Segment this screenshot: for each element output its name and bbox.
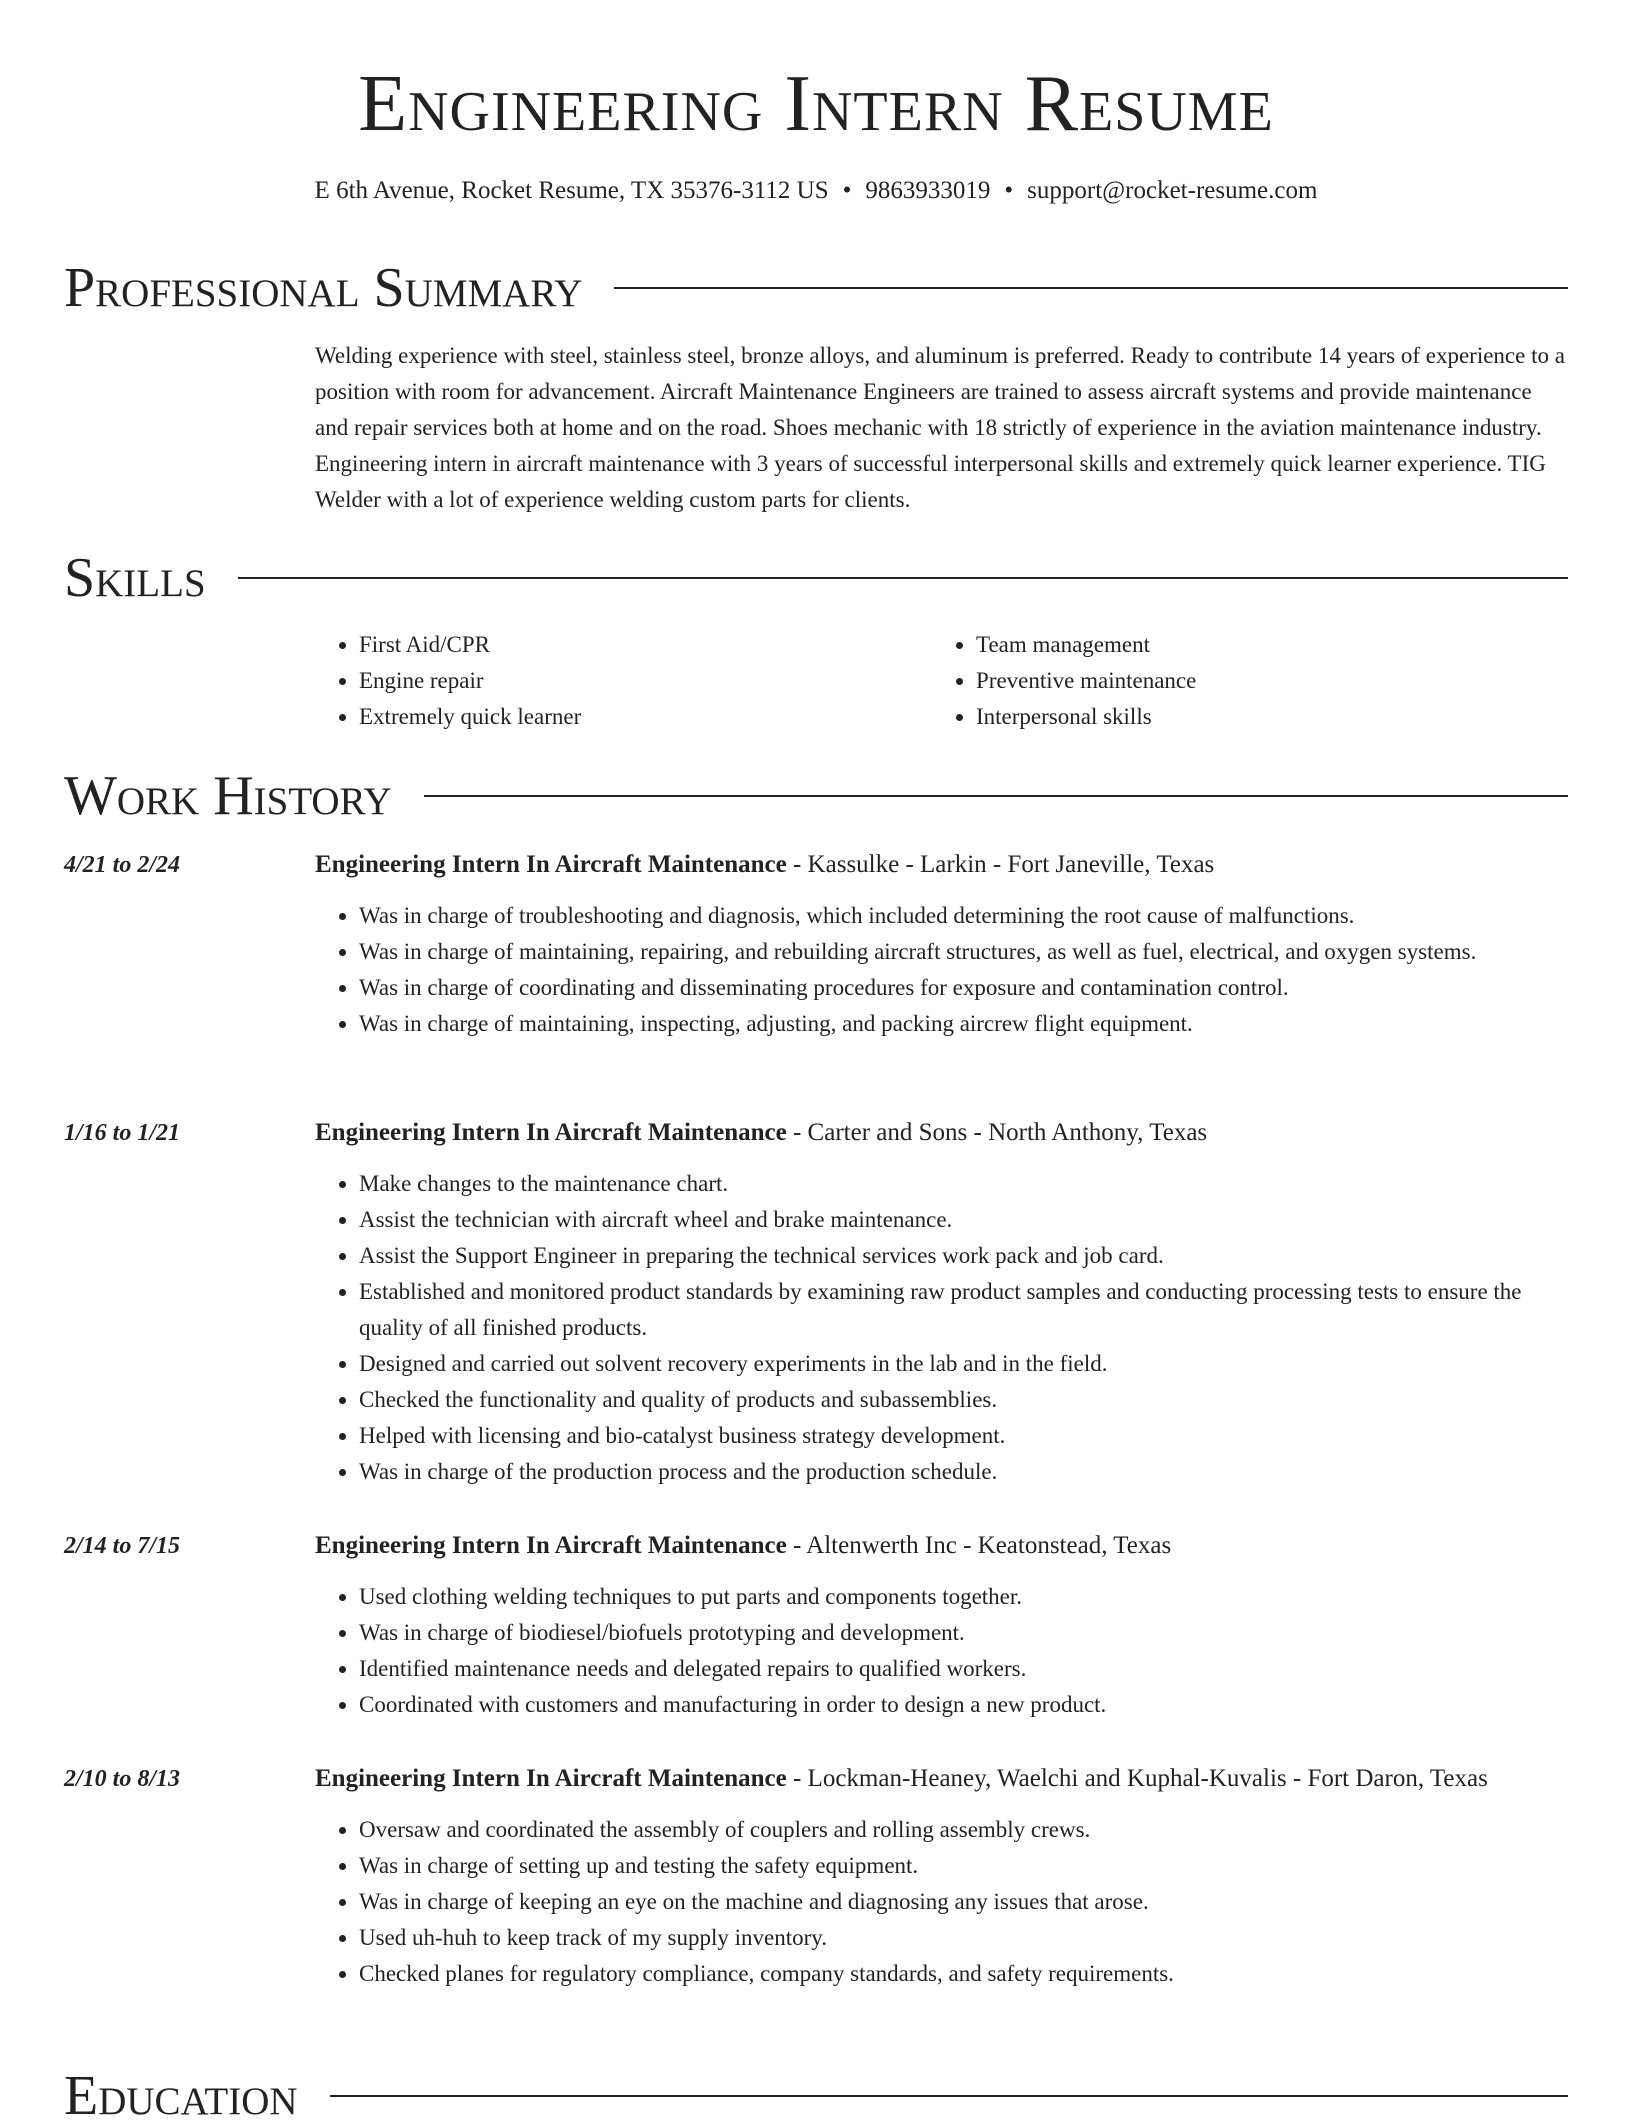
- section-professional-summary: [64, 256, 1568, 320]
- contact-separator: •: [1004, 177, 1014, 204]
- contact-separator: •: [842, 177, 852, 204]
- job-bullet: • Coordinated with customers and manufacturing in order to design a new product.: [359, 1687, 1568, 1723]
- job-bullet: • Checked the functionality and quality of products and subassemblies.: [359, 1382, 1568, 1418]
- job-company: - Altenwerth Inc - Keatonstead, Texas: [786, 1532, 1172, 1559]
- section-skills: [64, 546, 1568, 610]
- skills-column-right: [932, 627, 1549, 735]
- job-heading: [315, 1760, 1568, 1798]
- section-divider: [330, 2095, 1568, 2097]
- job-role: Engineering Intern In Aircraft Maintenance: [315, 851, 787, 878]
- job-heading: [315, 1114, 1568, 1152]
- contact-line: [0, 174, 1632, 208]
- job-bullet: • Was in charge of biodiesel/biofuels prototyping and development.: [359, 1615, 1568, 1651]
- job-bullet: • Assist the technician with aircraft wheel and brake maintenance.: [359, 1202, 1568, 1238]
- section-divider: [424, 795, 1568, 797]
- section-heading: Education: [64, 2065, 298, 2127]
- job-role: Engineering Intern In Aircraft Maintenance: [315, 1119, 787, 1146]
- job-bullet: • Established and monitored product standards by examining raw product samples and conducting processing tests to ensure the quality of all finished products.: [359, 1274, 1568, 1346]
- job-heading: [315, 1527, 1568, 1565]
- job-bullet: • Helped with licensing and bio-catalyst business strategy development.: [359, 1418, 1568, 1454]
- section-work-history: [64, 764, 1568, 828]
- job-role: Engineering Intern In Aircraft Maintenance: [315, 1532, 787, 1559]
- job-dates: 1/16 to 1/21: [64, 1120, 181, 1146]
- job-bullet: • Used clothing welding techniques to put parts and components together.: [359, 1579, 1568, 1615]
- job-bullet: • Used uh-huh to keep track of my supply inventory.: [359, 1920, 1568, 1956]
- job-bullet: • Checked planes for regulatory compliance, company standards, and safety requirements.: [359, 1956, 1568, 1992]
- section-heading: Professional Summary: [64, 257, 583, 319]
- job-dates: 2/10 to 8/13: [64, 1766, 181, 1792]
- job-dates: 4/21 to 2/24: [64, 852, 181, 878]
- resume-title: Engineering Intern Resume: [358, 60, 1274, 148]
- skill-item: • First Aid/CPR: [359, 627, 932, 663]
- job-dates: 2/14 to 7/15: [64, 1533, 181, 1559]
- job-bullet: • Was in charge of setting up and testing the safety equipment.: [359, 1848, 1568, 1884]
- skills-list: [315, 627, 1565, 735]
- job-bullet: • Assist the Support Engineer in preparing the technical services work pack and job card.: [359, 1238, 1568, 1274]
- skill-item: • Engine repair: [359, 663, 932, 699]
- skill-item: • Interpersonal skills: [976, 699, 1549, 735]
- job-bullets: [315, 1812, 1568, 1992]
- job-bullet: • Was in charge of keeping an eye on the machine and diagnosing any issues that arose.: [359, 1884, 1568, 1920]
- section-education: [64, 2064, 1568, 2128]
- job-bullet: • Designed and carried out solvent recovery experiments in the lab and in the field.: [359, 1346, 1568, 1382]
- job-bullet: • Was in charge of the production process and the production schedule.: [359, 1454, 1568, 1490]
- job-role: Engineering Intern In Aircraft Maintenance: [315, 1765, 787, 1792]
- contact-email: support@rocket-resume.com: [1027, 177, 1318, 204]
- section-heading: Skills: [64, 547, 206, 609]
- skill-item: • Extremely quick learner: [359, 699, 932, 735]
- section-heading: Work History: [64, 765, 392, 827]
- job-bullet: • Was in charge of coordinating and disseminating procedures for exposure and contamination control.: [359, 970, 1568, 1006]
- job-heading: [315, 846, 1568, 884]
- skill-item: • Team management: [976, 627, 1549, 663]
- job-company: - Lockman-Heaney, Waelchi and Kuphal-Kuvalis - Fort Daron, Texas: [786, 1765, 1488, 1792]
- contact-phone: 9863933019: [865, 177, 991, 204]
- section-divider: [238, 577, 1568, 579]
- summary-text: Welding experience with steel, stainless steel, bronze alloys, and aluminum is preferred. Ready to contribute 14 years of experience to a position with room for advancement. Aircraft Maintenance Engineers are trained to assess aircraft systems and provide maintenance and repair services both at home and on the road. Shoes mechanic with 18 strictly of experience in the aviation maintenance industry. Engineering intern in aircraft maintenance with 3 years of successful interpersonal skills and extremely quick learner experience. TIG Welder with a lot of experience welding custom parts for clients.: [315, 343, 1565, 512]
- job-bullet: • Was in charge of maintaining, inspecting, adjusting, and packing aircrew flight equipment.: [359, 1006, 1568, 1042]
- job-bullet: • Was in charge of maintaining, repairing, and rebuilding aircraft structures, as well as fuel, electrical, and oxygen systems.: [359, 934, 1568, 970]
- job-bullets: [315, 1579, 1568, 1723]
- skill-item: • Preventive maintenance: [976, 663, 1549, 699]
- job-bullet: • Identified maintenance needs and delegated repairs to qualified workers.: [359, 1651, 1568, 1687]
- section-divider: [614, 287, 1568, 289]
- job-bullet: • Was in charge of troubleshooting and diagnosis, which included determining the root cause of malfunctions.: [359, 898, 1568, 934]
- job-bullets: [315, 898, 1568, 1042]
- contact-address: E 6th Avenue, Rocket Resume, TX 35376-3112 US: [314, 177, 829, 204]
- job-bullets: [315, 1166, 1568, 1490]
- job-bullet: • Make changes to the maintenance chart.: [359, 1166, 1568, 1202]
- job-bullet: • Oversaw and coordinated the assembly of couplers and rolling assembly crews.: [359, 1812, 1568, 1848]
- job-company: - Kassulke - Larkin - Fort Janeville, Texas: [786, 851, 1215, 878]
- job-company: - Carter and Sons - North Anthony, Texas: [786, 1119, 1208, 1146]
- skills-column-left: [315, 627, 932, 735]
